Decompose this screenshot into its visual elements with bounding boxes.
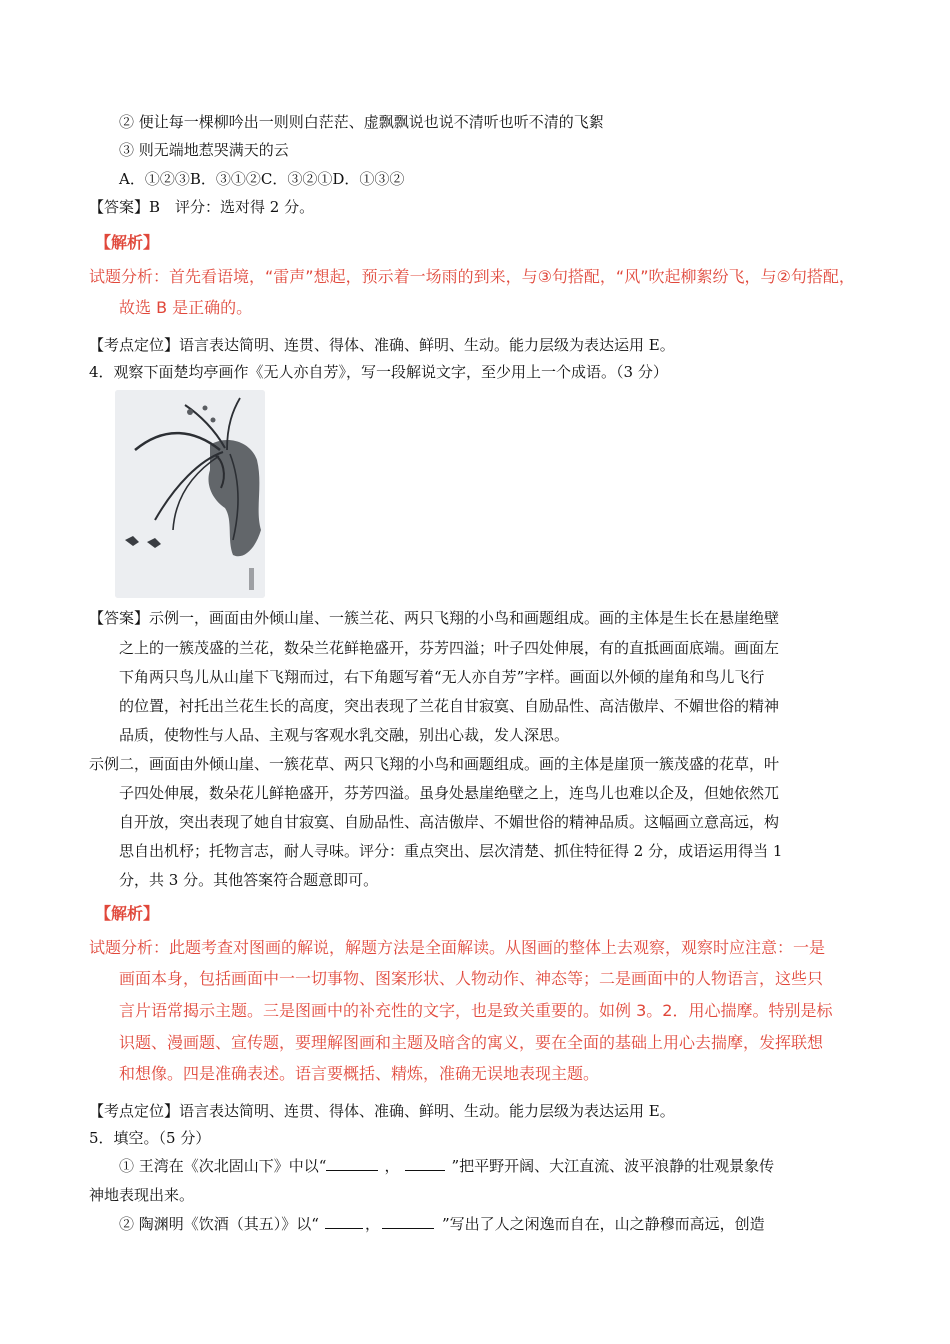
orchid-painting-svg bbox=[115, 390, 265, 598]
q4-analysis-line-3: 言片语常揭示主题。三是图画中的补充性的文字，也是致关重要的。如例 3。2．用心揣摩。特别是标 bbox=[119, 1001, 833, 1020]
q5-item-1 bbox=[119, 1156, 774, 1176]
q5-item-1-prefix: ① 王湾在《次北固山下》中以“ bbox=[119, 1157, 327, 1175]
q5-item-1-cont: 神地表现出来。 bbox=[89, 1186, 195, 1204]
fill-blank-2[interactable] bbox=[405, 1156, 445, 1171]
q4-analysis-line-2: 画面本身，包括画面中一一切事物、图案形状、人物动作、神态等；二是画面中的人物语言，这些只 bbox=[119, 969, 824, 988]
q3-answer: 【答案】B 评分：选对得 2 分。 bbox=[89, 198, 315, 216]
q4-answer-line-5: 品质，使物性与人品、主观与客观水乳交融，别出心裁，发人深思。 bbox=[119, 726, 570, 744]
q5-item-2 bbox=[119, 1214, 765, 1234]
q4-analysis-line-1: 试题分析：此题考查对图画的解说，解题方法是全面解读。从图画的整体上去观察，观察时应注意：一是 bbox=[89, 938, 826, 957]
orchid-painting bbox=[115, 390, 265, 598]
q4-answer-line-1: 【答案】示例一，画面由外倾山崖、一簇兰花、两只飞翔的小鸟和画题组成。画的主体是生长在悬崖绝壁 bbox=[89, 609, 780, 627]
fill-blank-3[interactable] bbox=[325, 1214, 363, 1229]
q4-example2-line-2: 子四处伸展，数朵花儿鲜艳盛开，芬芳四溢。虽身处悬崖绝壁之上，连鸟儿也难以企及，但她依然兀 bbox=[119, 784, 780, 802]
q5-item-2-prefix: ② 陶渊明《饮酒（其五）》以“ bbox=[119, 1215, 319, 1233]
q4-example2-line-4: 思自出机杼；托物言志，耐人寻味。评分：重点突出、层次清楚、抓住特征得 2 分，成语运用得当 1 bbox=[119, 842, 783, 860]
choice-list: A．①②③B．③①②C．③②①D．①③② bbox=[119, 170, 405, 188]
q4-answer-line-2: 之上的一簇茂盛的兰花，数朵兰花鲜艳盛开，芬芳四溢；叶子四处伸展，有的直抵画面底端。画面左 bbox=[119, 639, 780, 657]
q5-item-2-sep: ， bbox=[364, 1215, 380, 1233]
q4-title: 4．观察下面楚均亭画作《无人亦自芳》，写一段解说文字，至少用上一个成语。（3 分） bbox=[89, 363, 668, 381]
q3-kaodian: 【考点定位】语言表达简明、连贯、得体、准确、鲜明、生动。能力层级为表达运用 E。 bbox=[89, 336, 675, 354]
q4-analysis-line-4: 识题、漫画题、宣传题，要理解图画和主题及暗含的寓义，要在全面的基础上用心去揣摩，发挥联想 bbox=[119, 1033, 824, 1052]
q4-kaodian: 【考点定位】语言表达简明、连贯、得体、准确、鲜明、生动。能力层级为表达运用 E。 bbox=[89, 1102, 675, 1120]
fill-blank-4[interactable] bbox=[382, 1214, 434, 1229]
fill-blank-1[interactable] bbox=[326, 1156, 378, 1171]
q3-analysis-line-2: 故选 B 是正确的。 bbox=[119, 298, 253, 317]
q4-example2-line-5: 分，共 3 分。其他答案符合题意即可。 bbox=[119, 871, 379, 889]
option-3: ③ 则无端地惹哭满天的云 bbox=[119, 141, 289, 159]
q3-analysis-line-1: 试题分析：首先看语境，“雷声”想起，预示着一场雨的到来，与③句搭配，“风”吹起柳絮纷飞，与②句搭配， bbox=[89, 267, 855, 286]
q5-item-1-sep: ， bbox=[384, 1157, 400, 1175]
q3-analysis-heading: 【解析】 bbox=[95, 233, 160, 252]
q4-example2-line-1: 示例二，画面由外倾山崖、一簇花草、两只飞翔的小鸟和画题组成。画的主体是崖顶一簇茂盛的花草，叶 bbox=[89, 755, 780, 773]
q4-answer-line-3: 下角两只鸟儿从山崖下飞翔而过，右下角题写着“无人亦自芳”字样。画面以外倾的崖角和鸟儿飞行 bbox=[119, 668, 765, 686]
q4-analysis-line-5: 和想像。四是准确表述。语言要概括、精炼，准确无误地表现主题。 bbox=[119, 1064, 600, 1083]
option-2: ② 便让每一棵柳吟出一则则白茫茫、虚飘飘说也说不清听也听不清的飞絮 bbox=[119, 113, 604, 131]
q5-item-2-suffix: ”写出了人之闲逸而自在，山之静穆而高远，创造 bbox=[441, 1215, 765, 1233]
q5-title: 5．填空。（5 分） bbox=[89, 1129, 211, 1147]
q4-analysis-heading: 【解析】 bbox=[95, 904, 160, 923]
q5-item-1-suffix: ”把平野开阔、大江直流、波平浪静的壮观景象传 bbox=[451, 1157, 775, 1175]
q4-answer-line-4: 的位置，衬托出兰花生长的高度，突出表现了兰花自甘寂寞、自励品性、高洁傲岸、不媚世俗的精神 bbox=[119, 697, 780, 715]
q4-example2-line-3: 自开放，突出表现了她自甘寂寞、自励品性、高洁傲岸、不媚世俗的精神品质。这幅画立意高远，构 bbox=[119, 813, 780, 831]
